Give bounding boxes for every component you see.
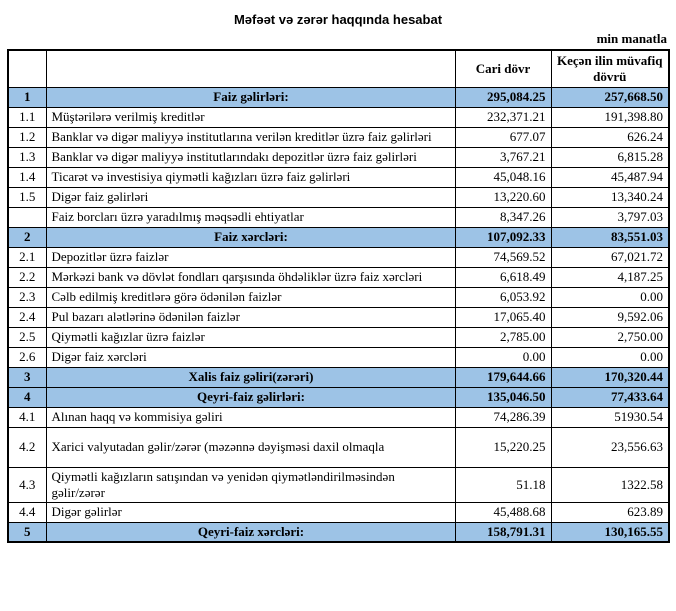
previous-value-cell: 45,487.94 <box>551 167 669 187</box>
current-value-cell: 179,644.66 <box>455 367 551 387</box>
row-index-cell: 2.1 <box>8 247 46 267</box>
table-row <box>8 307 669 327</box>
table-row <box>8 347 669 367</box>
row-index-cell: 2.5 <box>8 327 46 347</box>
section-row <box>8 367 669 387</box>
current-value-cell: 677.07 <box>455 127 551 147</box>
current-value-cell: 51.18 <box>455 467 551 502</box>
row-label-cell: Digər faiz xərcləri <box>46 347 455 367</box>
table-row <box>8 147 669 167</box>
current-value-cell: 3,767.21 <box>455 147 551 167</box>
row-index-cell: 2.4 <box>8 307 46 327</box>
previous-value-cell: 77,433.64 <box>551 387 669 407</box>
row-label-cell: Qeyri-faiz xərcləri: <box>46 522 455 542</box>
row-index-cell: 2.6 <box>8 347 46 367</box>
current-value-cell: 6,053.92 <box>455 287 551 307</box>
previous-value-cell: 13,340.24 <box>551 187 669 207</box>
current-value-cell: 295,084.25 <box>455 87 551 107</box>
current-value-cell: 74,569.52 <box>455 247 551 267</box>
row-label-cell: Alınan haqq və kommisiya gəliri <box>46 407 455 427</box>
current-value-cell: 8,347.26 <box>455 207 551 227</box>
current-value-cell: 45,488.68 <box>455 502 551 522</box>
current-value-cell: 158,791.31 <box>455 522 551 542</box>
row-label-cell: Qiymətli kağızlar üzrə faizlər <box>46 327 455 347</box>
row-index-cell: 1 <box>8 87 46 107</box>
previous-value-cell: 1322.58 <box>551 467 669 502</box>
table-row <box>8 127 669 147</box>
row-label-cell: Digər faiz gəlirləri <box>46 187 455 207</box>
previous-value-cell: 191,398.80 <box>551 107 669 127</box>
table-row <box>8 247 669 267</box>
row-label-cell: Müştərilərə verilmiş kreditlər <box>46 107 455 127</box>
row-label-cell: Xarici valyutadan gəlir/zərər (məzənnə dəyişməsi daxil olmaqla <box>46 427 455 467</box>
report-page <box>0 11 676 543</box>
previous-value-cell: 257,668.50 <box>551 87 669 107</box>
col-current-header: Cari dövr <box>455 50 551 87</box>
section-row <box>8 522 669 542</box>
table-row <box>8 427 669 467</box>
previous-value-cell: 9,592.06 <box>551 307 669 327</box>
row-index-cell: 1.3 <box>8 147 46 167</box>
previous-value-cell: 0.00 <box>551 287 669 307</box>
current-value-cell: 17,065.40 <box>455 307 551 327</box>
col-previous-header: Keçən ilin müvafiq dövrü <box>551 50 669 87</box>
row-label-cell: Depozitlər üzrə faizlər <box>46 247 455 267</box>
row-index-cell: 2.3 <box>8 287 46 307</box>
row-index-cell: 5 <box>8 522 46 542</box>
current-value-cell: 15,220.25 <box>455 427 551 467</box>
previous-value-cell: 0.00 <box>551 347 669 367</box>
row-index-cell: 4.3 <box>8 467 46 502</box>
page-title: Məfəət və zərər haqqında hesabat <box>233 12 443 27</box>
section-row <box>8 387 669 407</box>
current-value-cell: 107,092.33 <box>455 227 551 247</box>
current-value-cell: 6,618.49 <box>455 267 551 287</box>
row-index-cell: 1.4 <box>8 167 46 187</box>
row-label-cell: Faiz xərcləri: <box>46 227 455 247</box>
row-label-cell: Pul bazarı alətlərinə ödənilən faizlər <box>46 307 455 327</box>
current-value-cell: 0.00 <box>455 347 551 367</box>
previous-value-cell: 67,021.72 <box>551 247 669 267</box>
row-index-cell: 4.2 <box>8 427 46 467</box>
table-row <box>8 107 669 127</box>
previous-value-cell: 2,750.00 <box>551 327 669 347</box>
table-row <box>8 287 669 307</box>
current-value-cell: 45,048.16 <box>455 167 551 187</box>
section-row <box>8 227 669 247</box>
previous-value-cell: 6,815.28 <box>551 147 669 167</box>
row-index-cell: 4.4 <box>8 502 46 522</box>
row-label-cell: Ticarət və investisiya qiymətli kağızları üzrə faiz gəlirləri <box>46 167 455 187</box>
previous-value-cell: 83,551.03 <box>551 227 669 247</box>
row-label-cell: Xalis faiz gəliri(zərəri) <box>46 367 455 387</box>
previous-value-cell: 3,797.03 <box>551 207 669 227</box>
row-index-cell: 1.5 <box>8 187 46 207</box>
row-label-cell: Mərkəzi bank və dövlət fondları qarşısında öhdəliklər üzrə faiz xərcləri <box>46 267 455 287</box>
previous-value-cell: 170,320.44 <box>551 367 669 387</box>
row-label-cell: Faiz borcları üzrə yaradılmış məqsədli ehtiyatlar <box>46 207 455 227</box>
income-statement-table <box>7 49 670 543</box>
row-index-cell: 2 <box>8 227 46 247</box>
row-index-cell: 1.2 <box>8 127 46 147</box>
previous-value-cell: 626.24 <box>551 127 669 147</box>
row-index-cell: 2.2 <box>8 267 46 287</box>
row-index-cell: 3 <box>8 367 46 387</box>
previous-value-cell: 4,187.25 <box>551 267 669 287</box>
current-value-cell: 74,286.39 <box>455 407 551 427</box>
table-body <box>8 87 669 542</box>
previous-value-cell: 623.89 <box>551 502 669 522</box>
section-row <box>8 87 669 107</box>
row-label-cell: Qiymətli kağızların satışından və yenidən qiymətləndirilməsindən gəlir/zərər <box>46 467 455 502</box>
row-index-cell <box>8 207 46 227</box>
table-row <box>8 467 669 502</box>
row-label-cell: Cəlb edilmiş kreditlərə görə ödənilən faizlər <box>46 287 455 307</box>
current-value-cell: 13,220.60 <box>455 187 551 207</box>
current-value-cell: 2,785.00 <box>455 327 551 347</box>
row-label-cell: Banklar və digər maliyyə institutlarındakı depozitlər üzrə faiz gəlirləri <box>46 147 455 167</box>
table-row <box>8 502 669 522</box>
header-row <box>8 50 669 87</box>
row-label-cell: Qeyri-faiz gəlirləri: <box>46 387 455 407</box>
table-row <box>8 187 669 207</box>
row-index-cell: 4.1 <box>8 407 46 427</box>
row-label-cell: Banklar və digər maliyyə institutlarına verilən kreditlər üzrə faiz gəlirləri <box>46 127 455 147</box>
col-index-header <box>8 50 46 87</box>
current-value-cell: 135,046.50 <box>455 387 551 407</box>
previous-value-cell: 51930.54 <box>551 407 669 427</box>
table-row <box>8 327 669 347</box>
previous-value-cell: 130,165.55 <box>551 522 669 542</box>
col-description-header <box>46 50 455 87</box>
table-row <box>8 267 669 287</box>
current-value-cell: 232,371.21 <box>455 107 551 127</box>
row-label-cell: Digər gəlirlər <box>46 502 455 522</box>
previous-value-cell: 23,556.63 <box>551 427 669 467</box>
row-index-cell: 1.1 <box>8 107 46 127</box>
row-label-cell: Faiz gəlirləri: <box>46 87 455 107</box>
table-row <box>8 407 669 427</box>
table-row <box>8 167 669 187</box>
table-row <box>8 207 669 227</box>
row-index-cell: 4 <box>8 387 46 407</box>
unit-note: min manatla <box>596 31 667 46</box>
